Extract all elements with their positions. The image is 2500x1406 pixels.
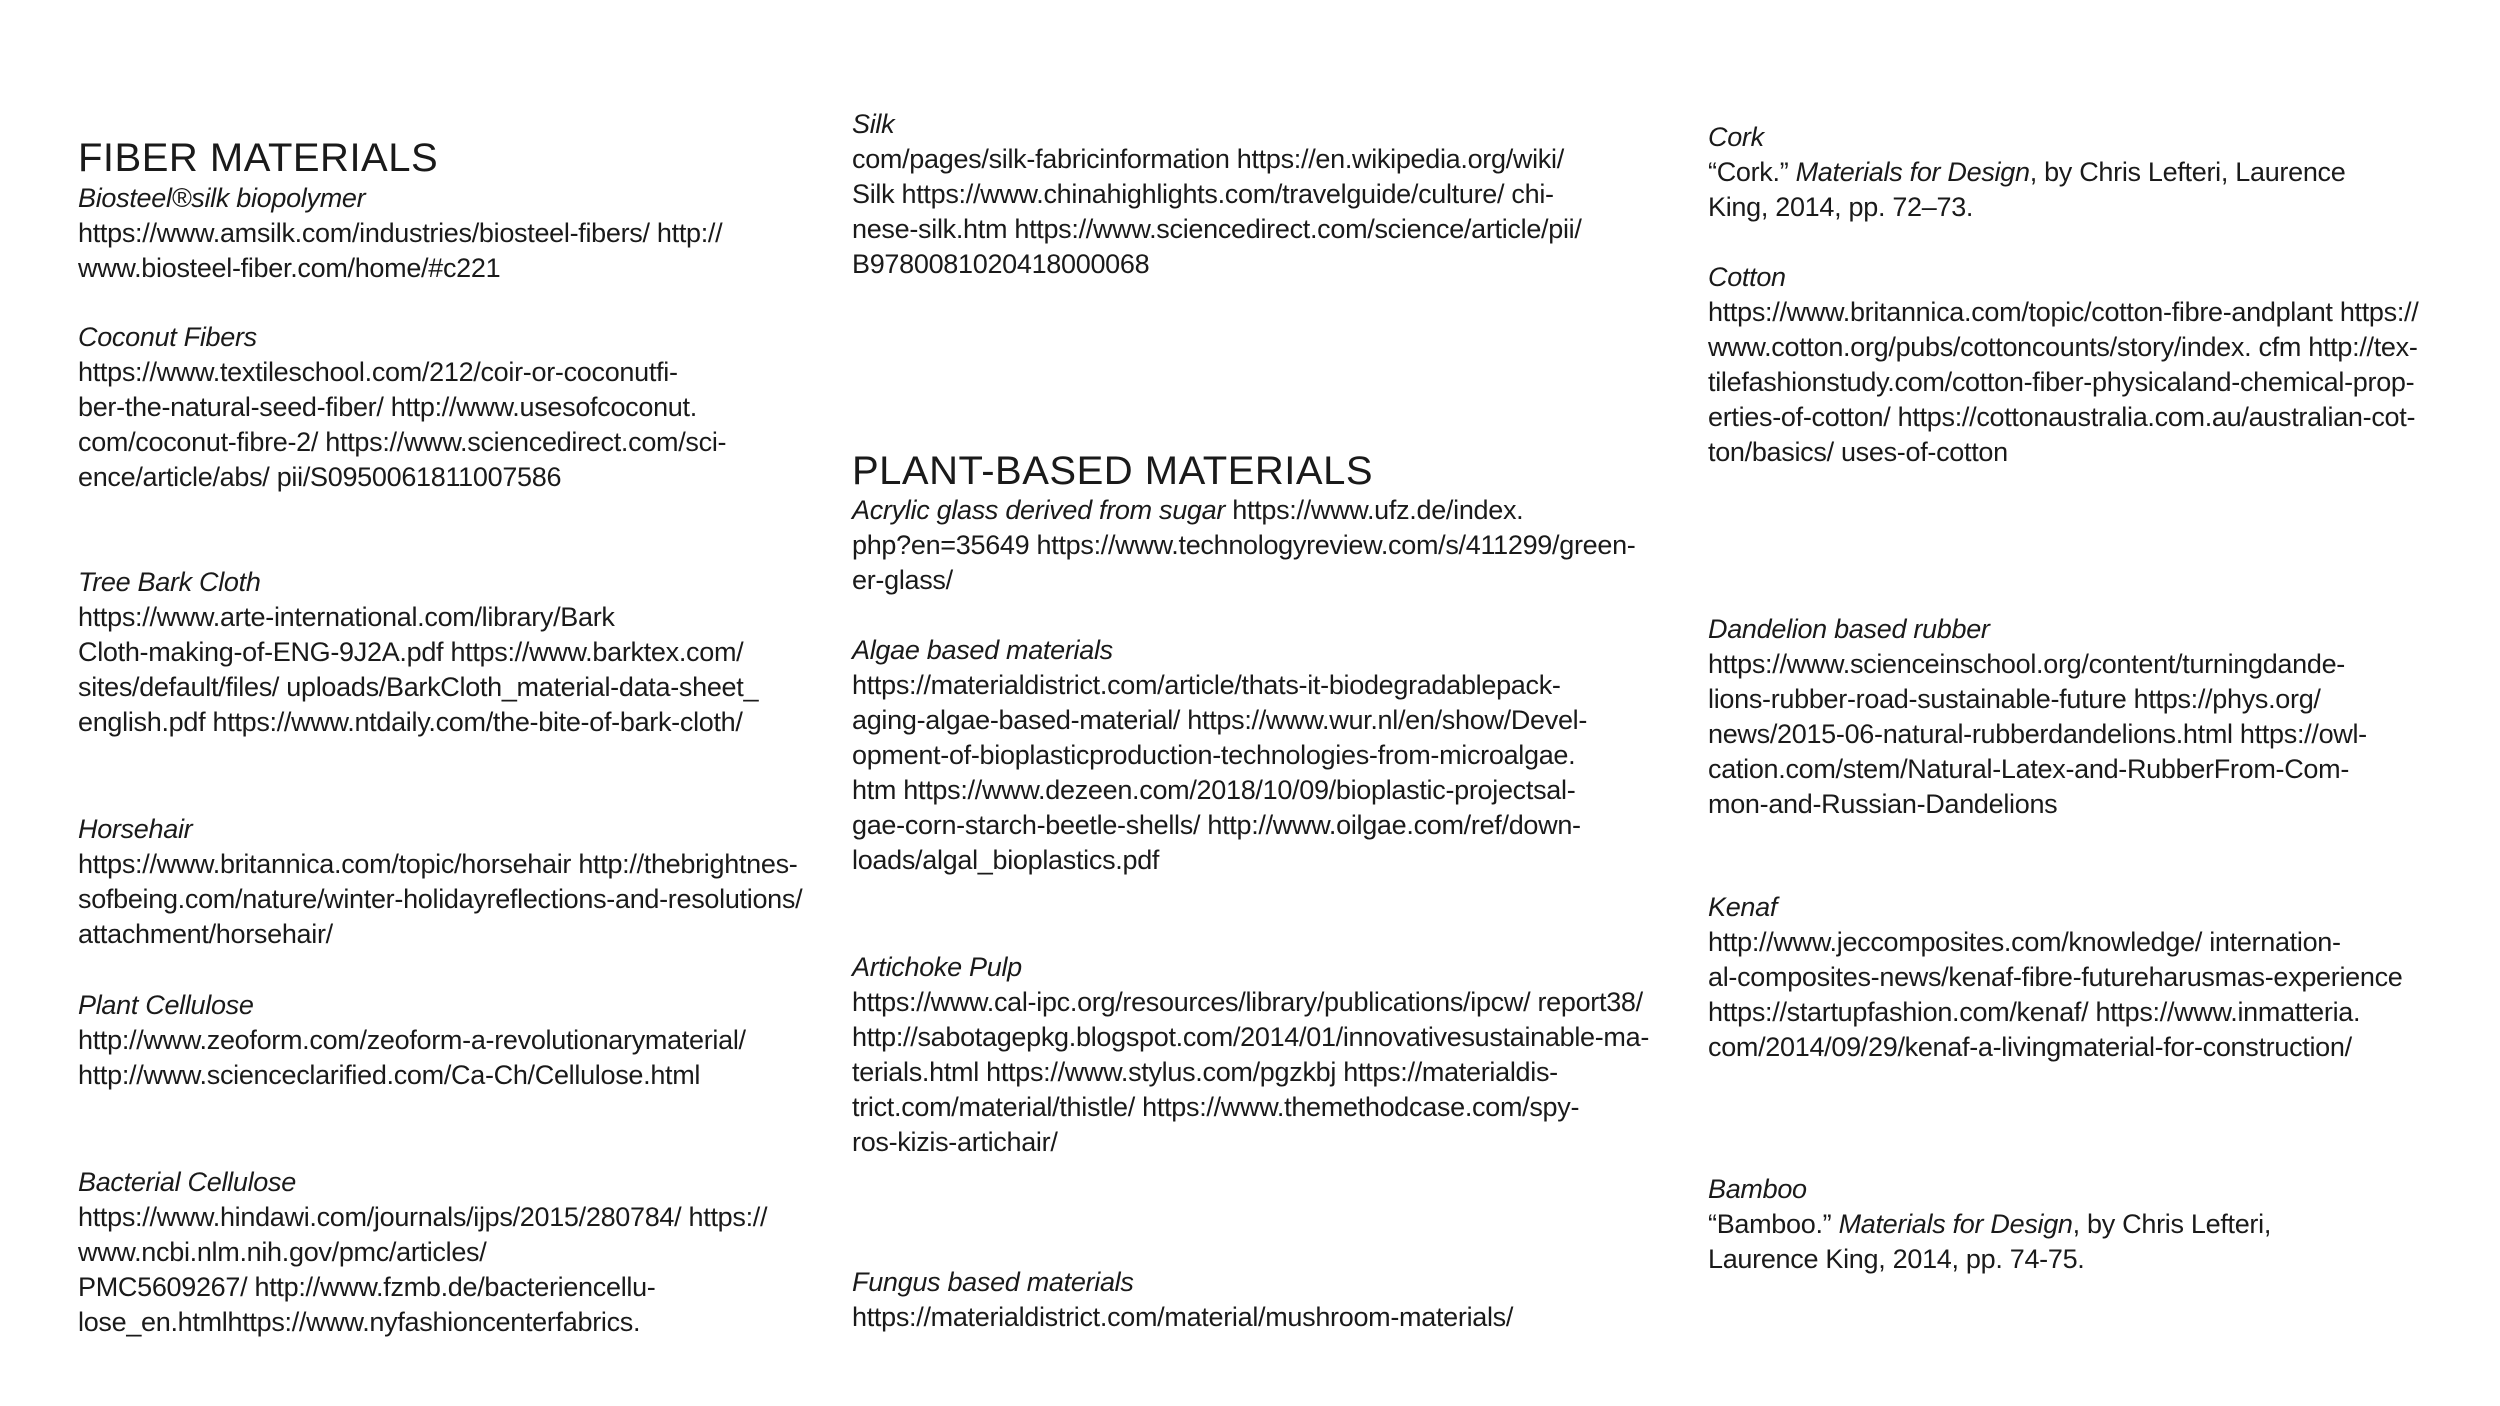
entry-title: Horsehair [78,814,193,844]
entry-acrylic-glass [852,493,1652,598]
entry-title: Silk [852,109,895,139]
entry-body: https://materialdistrict.com/material/mushroom-materials/ [852,1302,1514,1332]
entry-body: https://www.amsilk.com/industries/biosteel-fibers/ http:// www.biosteel-fiber.com/home/#c221 [78,218,723,283]
entry-biosteel [78,181,838,286]
citation-prefix: “Cork.” [1708,157,1796,187]
entry-body: http://www.jeccomposites.com/knowledge/ internation- al-composites-news/kenaf-fibre-futureharusmas-experience https://startupfashion.com/kenaf/ https://www.inmatteria. com/2014/09/29/kenaf-a-livingmaterial-for-construction/ [1708,927,2403,1062]
entry-title: Tree Bark Cloth [78,567,261,597]
plant-based-materials-heading: PLANT-BASED MATERIALS [852,449,1374,493]
citation-suffix: , by Chris Lefteri, Laurence King, 2014, pp. 72–73. [1708,157,2346,222]
entry-body: https://www.cal-ipc.org/resources/library/publications/ipcw/ report38/ http://sabotagepkg.blogspot.com/2014/01/innovativesustainable-ma- terials.html https://www.stylus.com/pgzkbj https://materialdis- trict.com/material/thistle/ https://www.themethodcase.com/spy- ros-kizis-artichair/ [852,987,1650,1157]
entry-title: Fungus based materials [852,1267,1134,1297]
entry-body: https://materialdistrict.com/article/thats-it-biodegradablepack- aging-algae-based-material/ https://www.wur.nl/en/show/Devel- opment-of-bioplasticproduction-technologies-from-microalgae. htm https://www.dezeen.com/2018/10/09/bioplastic-projectsal- gae-corn-starch-beetle-shells/ http://www.oilgae.com/ref/down- loads/algal_bioplastics.pdf [852,670,1588,875]
entry-body: https://www.scienceinschool.org/content/turningdande- lions-rubber-road-sustainable-future https://phys.org/ news/2015-06-natural-rubberdandelions.html https://owl- cation.com/stem/Natural-Latex-and-RubberFrom-Com- mon-and-Russian-Dandelions [1708,649,2367,819]
entry-plant-cellulose [78,988,838,1093]
entry-body: https://www.britannica.com/topic/cotton-fibre-andplant https:// www.cotton.org/pubs/cottoncounts/story/index. cfm http://tex- tilefashionstudy.com/cotton-fiber-physicaland-chemical-prop- erties-of-cotton/ https://cottonaustralia.com.au/australian-cot- ton/basics/ uses-of-cotton [1708,297,2419,467]
entry-title: Acrylic glass derived from sugar [852,495,1226,525]
entry-body [1708,155,2448,225]
entry-body: https://www.ufz.de/index. php?en=35649 https://www.technologyreview.com/s/411299/green- er-glass/ [852,495,1636,595]
entry-artichoke-pulp [852,950,1652,1160]
entry-body: https://www.hindawi.com/journals/ijps/2015/280784/ https:// www.ncbi.nlm.nih.gov/pmc/articles/ PMC5609267/ http://www.fzmb.de/bacteriencellu- lose_en.htmlhttps://www.nyfashioncenterfabrics. [78,1202,768,1337]
entry-title: Bamboo [1708,1174,1807,1204]
entry-title: Plant Cellulose [78,990,254,1020]
entry-body: https://www.arte-international.com/library/Bark Cloth-making-of-ENG-9J2A.pdf https://www.barktex.com/ sites/default/files/ uploads/BarkCloth_material-data-sheet_ english.pdf https://www.ntdaily.com/the-bite-of-bark-cloth/ [78,602,759,737]
entry-title: Coconut Fibers [78,322,257,352]
entry-title: Biosteel®silk biopolymer [78,183,366,213]
citation-prefix: “Bamboo.” [1708,1209,1839,1239]
entry-cotton [1708,260,2448,470]
entry-bacterial-cellulose [78,1165,838,1340]
entry-title: Dandelion based rubber [1708,614,1990,644]
entry-algae [852,633,1652,878]
book-title: Materials for Design [1838,1209,2073,1239]
entry-horsehair [78,812,838,952]
entry-body: http://www.zeoform.com/zeoform-a-revolutionarymaterial/ http://www.scienceclarified.com/Ca-Ch/Cellulose.html [78,1025,746,1090]
entry-title: Kenaf [1708,892,1778,922]
entry-body: com/pages/silk-fabricinformation https://en.wikipedia.org/wiki/ Silk https://www.chinahighlights.com/travelguide/culture/ chi- nese-silk.htm https://www.sciencedirect.com/science/article/pii/ B9780081020418000068 [852,144,1582,279]
entry-title: Artichoke Pulp [852,952,1022,982]
entry-title: Cork [1708,122,1764,152]
entry-kenaf [1708,890,2448,1065]
entry-bamboo [1708,1172,2448,1277]
entry-title: Cotton [1708,262,1786,292]
entry-fungus [852,1265,1652,1335]
entry-coconut [78,320,838,495]
entry-body: https://www.britannica.com/topic/horsehair http://thebrightnes- sofbeing.com/nature/winter-holidayreflections-and-resolutions/ attachment/horsehair/ [78,849,803,949]
entry-tree-bark-cloth [78,565,838,740]
entry-dandelion [1708,612,2448,822]
entry-cork [1708,120,2448,225]
book-title: Materials for Design [1795,157,2030,187]
citation-suffix: , by Chris Lefteri, Laurence King, 2014, pp. 74-75. [1708,1209,2272,1274]
entry-silk [852,107,1652,282]
entry-title: Algae based materials [852,635,1113,665]
fiber-materials-heading: FIBER MATERIALS [78,136,439,180]
entry-body: https://www.textileschool.com/212/coir-or-coconutfi- ber-the-natural-seed-fiber/ http://www.usesofcoconut. com/coconut-fibre-2/ https://www.sciencedirect.com/sci- ence/article/abs/ pii/S0950061811007586 [78,357,727,492]
entry-body [1708,1207,2448,1277]
entry-title: Bacterial Cellulose [78,1167,296,1197]
